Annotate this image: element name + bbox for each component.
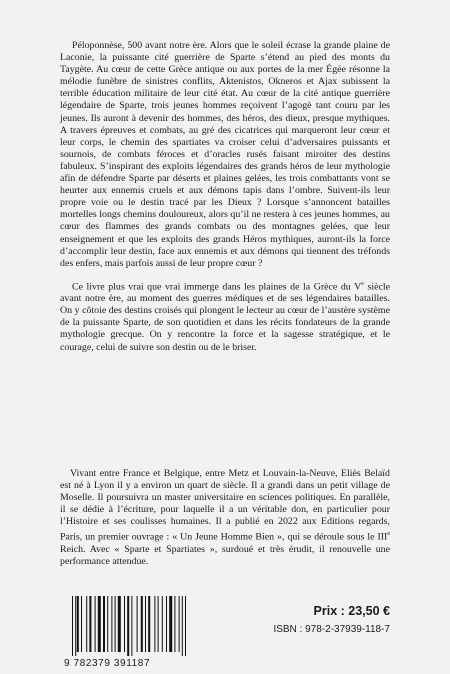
barcode-bar xyxy=(77,596,79,652)
synopsis-paragraph-2-text: Ce livre plus vrai que vrai immerge dans les plaines de la Grèce du V xyxy=(72,281,362,293)
barcode-bar xyxy=(137,596,138,652)
synopsis-paragraph-1: Péloponnèse, 500 avant notre ère. Alors que le soleil écrase la grande plaine de Laconie, la puissante cité guerrière de Sparte s’étend au pied des monts du Taygète. Au cœur de cette Grèce antique ou aux portes de la mer Égée résonne la mélodie funèbre de sinistres conflits, Aktenistos, Okneros et Ajax subissent la terrible éducation militaire de leur cité état. Au cœur de la cité antique guerrière légendaire de Sparte, trois jeunes hommes reçoivent l’agogè tant couru par les jeunes. Ils auront à devenir des hommes, des héros, des dieux, presque mythiques. A travers épreuves et combats, au gré des cicatrices qui marqueront leur cœur et leur corps, le chemin des spartiates va croiser celui d’adversaires puissants et sournois, de combats féroces et d’oracles rusés faisant miroiter des destins fabuleux. S’inspirant des exploits légendaires des grands héros de leur mythologie afin de défendre Sparte par déserts et plaines gelées, les trois combattants vont se heurter aux ennemis cruels et aux démons tapis dans l’ombre. Suivent-ils leur propre voie ou le destin tracé par les Dieux ? Lorsque s’annoncent batailles mortelles longs chemins douloureux, alors qu’il ne restera à ces jeunes hommes, au cœur des flammes des grands combats ou des montagnes gelées, que leur enseignement et que les exploits des grands Héros mythiques, auront-ils la force d’accomplir leur destin, face aux ennemis et aux démons qui tiennent des tréfonds des enfers, mais parfois aussi de leur propre cœur ? xyxy=(60,40,390,269)
barcode-bar xyxy=(145,596,146,652)
barcode xyxy=(64,596,204,668)
barcode-bar xyxy=(179,596,180,652)
barcode-bar xyxy=(182,596,183,656)
barcode-bar xyxy=(86,596,87,652)
author-bio-text: Vivant entre France et Belgique, entre Metz et Louvain-la-Neuve, Eliès Belaïd est né à Lyon il y a environ un quart de siècle. Il a grandi dans un petit village de Moselle. Il poursuivra un master universitaire en sciences politiques. En parallèle, il se dédie à l’écriture, pour laquelle il a un véritable don, en particulier pour l’Histoire et ses coulisses humaines. Il a publié en 2022 aux Editions regards, Paris, un premier ouvrage : « Un Jeune Homme Bien », qui se déroule sous le III xyxy=(60,468,390,543)
author-bio xyxy=(60,468,390,568)
barcode-bar xyxy=(118,596,121,652)
barcode-bar xyxy=(162,596,163,652)
barcode-bar xyxy=(81,596,82,652)
barcode-bar xyxy=(75,596,76,656)
reich-superscript: e xyxy=(387,531,390,538)
barcode-bar xyxy=(166,596,167,652)
price-label: Prix : 23,50 € xyxy=(313,604,390,618)
barcode-bar xyxy=(185,596,186,656)
barcode-bar xyxy=(131,596,132,656)
barcode-bar xyxy=(95,596,96,652)
synopsis xyxy=(60,40,390,354)
barcode-bar xyxy=(158,596,159,652)
barcode-bars xyxy=(64,596,204,656)
barcode-bar xyxy=(154,596,155,652)
barcode-bar xyxy=(103,596,105,652)
barcode-bar xyxy=(148,596,150,652)
barcode-bar xyxy=(98,596,101,652)
isbn-label: ISBN : 978-2-37939-118-7 xyxy=(273,624,390,635)
barcode-bar xyxy=(115,596,116,652)
barcode-bar xyxy=(89,596,91,652)
barcode-bar xyxy=(169,596,172,652)
barcode-bar xyxy=(174,596,175,652)
barcode-bar xyxy=(141,596,143,652)
barcode-bar xyxy=(127,596,129,656)
barcode-bar xyxy=(72,596,73,656)
century-superscript: e xyxy=(361,280,364,287)
barcode-bar xyxy=(107,596,108,652)
author-bio-paragraph xyxy=(60,468,390,568)
synopsis-paragraph-2-text-cont: siècle avant notre ère, au moment des guerres médiques et de ses légendaires batailles. On y côtoie des destins croisés qui plongent le lecteur au cœur de l’austère système de la puissante Sparte, de son quotidien et dans les récits fondateurs de la grande mythologie grecque. On y rencontre la force et la sagesse stratégique, et le courage, celui de suivre son destin ou de le briser. xyxy=(60,281,391,353)
author-bio-text-cont: Reich. Avec « Sparte et Spartiates », surdoué et très érudit, il renouvelle une performance attendue. xyxy=(60,543,390,567)
synopsis-paragraph-2 xyxy=(60,278,390,354)
barcode-bar xyxy=(111,596,112,652)
barcode-bar xyxy=(124,596,125,652)
barcode-digits: 9 782379 391187 xyxy=(64,658,151,669)
